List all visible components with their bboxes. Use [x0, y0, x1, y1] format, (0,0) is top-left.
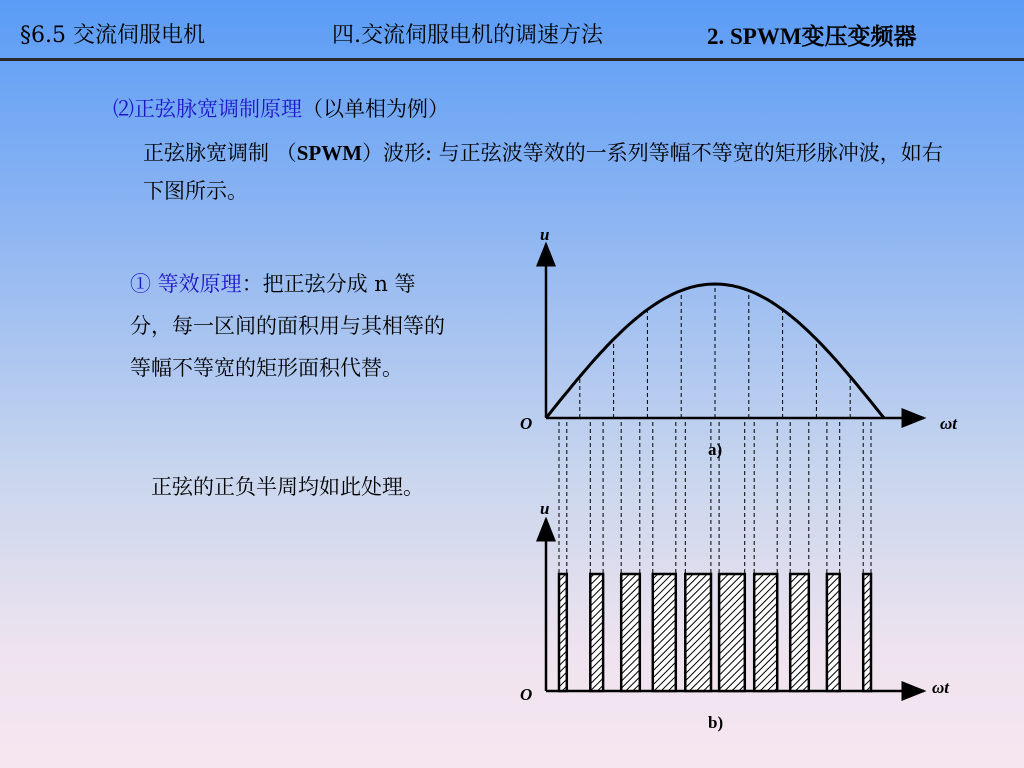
header-divider	[0, 58, 1024, 61]
pulse-rect	[653, 574, 676, 691]
definition-pre: 正弦脉宽调制 （	[143, 141, 297, 165]
pulse-rect	[590, 574, 603, 691]
sine-curve-group	[546, 284, 884, 418]
topic-title: 2. SPWM变压变频器	[707, 24, 917, 49]
section-title: §6.5 交流伺服电机	[20, 23, 205, 48]
pulse-rect	[559, 574, 567, 691]
bottom-y-label: u	[540, 499, 550, 518]
subtitle	[113, 93, 449, 123]
pulse-rect	[754, 574, 777, 691]
pulse-rect	[621, 574, 640, 691]
pulse-rect	[685, 574, 711, 691]
subtitle-main: ⑵正弦脉宽调制原理	[113, 97, 302, 121]
pulse-train	[559, 574, 871, 691]
definition-bold: SPWM	[296, 141, 363, 165]
note-paragraph: 正弦的正负半周均如此处理。	[130, 475, 424, 499]
subtitle-paren: （以单相为例）	[302, 97, 449, 121]
pulse-rect	[827, 574, 840, 691]
chapter-title: 四.交流伺服电机的调速方法	[332, 23, 603, 48]
top-y-label: u	[540, 225, 550, 244]
equivalence-paragraph	[130, 263, 455, 389]
pulse-rect	[863, 574, 871, 691]
bottom-origin-label: O	[520, 685, 533, 704]
bottom-x-label: ωt	[932, 678, 950, 697]
equivalence-text: ：把正弦分成 n 等分，每一区间的面积用与其相等的等幅不等宽的矩形面积代替。	[130, 272, 445, 380]
pulse-rect	[719, 574, 745, 691]
definition-paragraph	[143, 134, 963, 210]
bottom-caption: b)	[708, 713, 724, 732]
equivalence-label: ① 等效原理	[130, 272, 242, 296]
top-x-label: ωt	[940, 414, 958, 433]
top-caption: a)	[708, 440, 723, 459]
slide-header	[0, 0, 1024, 62]
pulse-rect	[790, 574, 809, 691]
spwm-diagram	[500, 222, 970, 742]
definition-post: ）波形: 与正弦波等效的一系列等幅不等宽的矩形脉冲波，如右下图所示。	[143, 141, 943, 203]
top-origin-label: O	[520, 414, 533, 433]
